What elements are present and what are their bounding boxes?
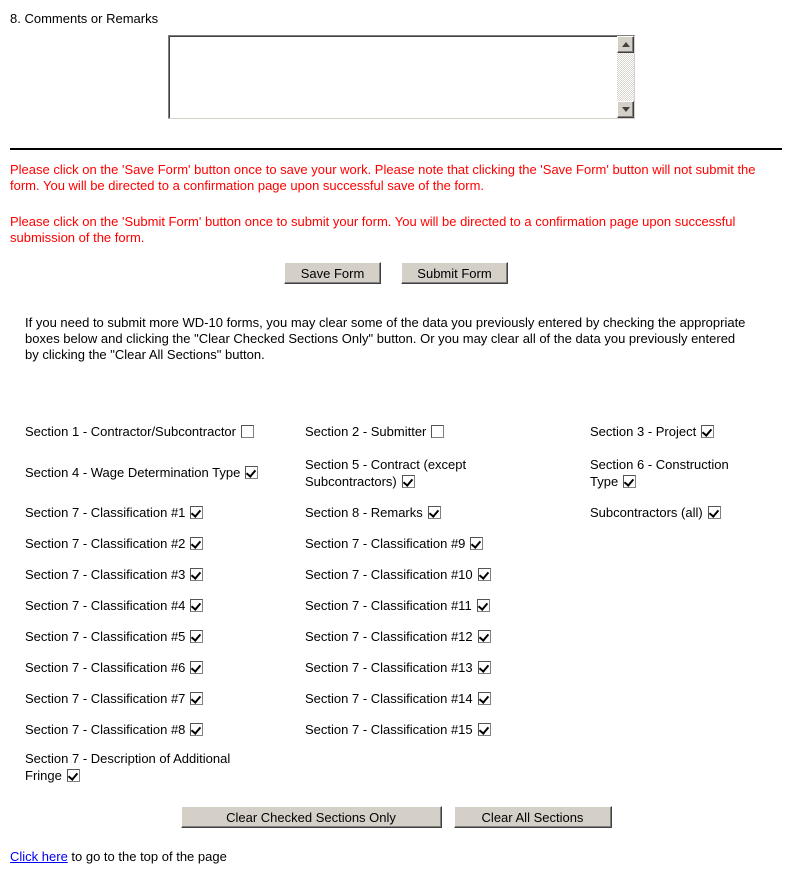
section-label: Section 7 - Classification #12 — [305, 628, 491, 645]
section-label: Section 7 - Classification #9 — [305, 535, 483, 552]
scroll-up-icon — [622, 42, 630, 47]
section-cell — [590, 559, 782, 590]
clear-section-checkbox[interactable] — [190, 661, 203, 674]
section-label: Section 7 - Classification #13 — [305, 659, 491, 676]
section-cell — [590, 683, 782, 714]
section-cell — [25, 714, 305, 745]
section-cell — [305, 415, 590, 448]
scroll-down-button[interactable] — [617, 101, 634, 118]
comments-label: 8. Comments or Remarks — [10, 11, 159, 26]
section-label: Section 4 - Wage Determination Type — [25, 464, 258, 481]
section-label: Section 7 - Classification #7 — [25, 690, 203, 707]
section-cell — [305, 652, 590, 683]
section-cell — [590, 528, 782, 559]
footer-text: to go to the top of the page — [67, 849, 227, 864]
clear-section-checkbox[interactable] — [190, 506, 203, 519]
save-notice-text: Please click on the 'Save Form' button once to save your work. Please note that clicking the 'Save Form' button will not submit the form. You will be directed to a confirmation page upon successful save of the form. — [10, 162, 756, 193]
section-cell — [590, 448, 782, 497]
clear-section-checkbox[interactable] — [477, 599, 490, 612]
section-cell — [305, 714, 590, 745]
section-cell — [25, 652, 305, 683]
clear-section-checkbox[interactable] — [190, 537, 203, 550]
clear-section-checkbox[interactable] — [67, 769, 80, 782]
section-cell — [590, 415, 782, 448]
section-cell — [305, 497, 590, 528]
comments-textarea[interactable] — [168, 35, 635, 119]
clear-section-checkbox[interactable] — [190, 599, 203, 612]
clear-section-checkbox[interactable] — [190, 723, 203, 736]
section-cell — [590, 590, 782, 621]
clear-section-checkbox[interactable] — [431, 425, 444, 438]
section-label: Section 7 - Classification #2 — [25, 535, 203, 552]
clear-section-checkbox[interactable] — [623, 475, 636, 488]
clear-section-checkbox[interactable] — [478, 568, 491, 581]
clear-section-checkbox[interactable] — [470, 537, 483, 550]
section-cell — [590, 714, 782, 745]
scroll-down-icon — [622, 107, 630, 112]
clear-section-checkbox[interactable] — [190, 630, 203, 643]
section-label: Section 6 - Construction Type — [590, 456, 729, 489]
top-of-page-link[interactable]: Click here — [10, 849, 68, 864]
section-label: Section 7 - Description of Additional Fringe — [25, 751, 231, 783]
section-label: Section 2 - Submitter — [305, 423, 444, 440]
section-label: Section 5 - Contract (except Subcontractors) — [305, 456, 467, 489]
section-cell — [305, 559, 590, 590]
clear-section-checkbox[interactable] — [428, 506, 441, 519]
clear-section-checkbox[interactable] — [478, 630, 491, 643]
section-cell — [25, 528, 305, 559]
section-label: Section 7 - Classification #1 — [25, 504, 203, 521]
section-label: Section 7 - Classification #6 — [25, 659, 203, 676]
clear-section-checkbox[interactable] — [190, 692, 203, 705]
section-cell — [25, 590, 305, 621]
section-cell — [305, 745, 590, 789]
clear-section-checkbox[interactable] — [402, 475, 415, 488]
section-cell — [25, 683, 305, 714]
clear-section-checkbox[interactable] — [701, 425, 714, 438]
section-label: Section 1 - Contractor/Subcontractor — [25, 423, 254, 440]
section-label: Section 7 - Classification #11 — [305, 597, 490, 614]
clear-instructions-text: If you need to submit more WD-10 forms, you may clear some of the data you previously entered by checking the appropriate boxes below and clicking the "Clear Checked Sections Only" button. Or you may clear all of the data you previously entered by clicking the "Clear All Sections" button. — [25, 315, 746, 362]
section-cell — [305, 528, 590, 559]
section-label: Section 7 - Classification #4 — [25, 597, 203, 614]
clear-section-checkbox[interactable] — [478, 692, 491, 705]
section-cell — [590, 621, 782, 652]
section-cell — [590, 745, 782, 789]
comments-textarea-input[interactable] — [171, 38, 616, 117]
clear-section-checkbox[interactable] — [190, 568, 203, 581]
clear-section-checkbox[interactable] — [478, 723, 491, 736]
section-label: Section 7 - Classification #14 — [305, 690, 491, 707]
section-label: Section 7 - Classification #8 — [25, 721, 203, 738]
section-label: Subcontractors (all) — [590, 504, 721, 521]
sections-grid — [25, 415, 782, 789]
textarea-scrollbar[interactable] — [617, 36, 634, 118]
section-cell — [25, 415, 305, 448]
section-cell — [305, 448, 590, 497]
submit-form-button[interactable]: Submit Form — [401, 262, 508, 284]
clear-all-sections-button[interactable]: Clear All Sections — [454, 806, 612, 828]
submit-notice-text: Please click on the 'Submit Form' button once to submit your form. You will be directed to a confirmation page upon successful submission of the form. — [10, 214, 736, 245]
section-label: Section 7 - Classification #5 — [25, 628, 203, 645]
clear-section-checkbox[interactable] — [708, 506, 721, 519]
scroll-up-button[interactable] — [617, 36, 634, 53]
scrollbar-track[interactable] — [617, 53, 634, 101]
section-cell — [25, 497, 305, 528]
section-cell — [590, 652, 782, 683]
save-form-button[interactable]: Save Form — [284, 262, 381, 284]
section-label: Section 3 - Project — [590, 423, 714, 440]
clear-section-checkbox[interactable] — [245, 466, 258, 479]
section-label: Section 7 - Classification #3 — [25, 566, 203, 583]
section-cell — [305, 683, 590, 714]
section-label: Section 8 - Remarks — [305, 504, 441, 521]
section-cell — [25, 559, 305, 590]
clear-section-checkbox[interactable] — [478, 661, 491, 674]
section-label: Section 7 - Classification #15 — [305, 721, 491, 738]
section-cell — [25, 448, 305, 497]
clear-checked-sections-button[interactable]: Clear Checked Sections Only — [181, 806, 442, 828]
section-cell — [305, 621, 590, 652]
divider-line — [10, 148, 782, 150]
section-cell — [25, 621, 305, 652]
section-cell — [590, 497, 782, 528]
footer-line — [10, 849, 782, 864]
section-cell — [25, 745, 305, 789]
section-label: Section 7 - Classification #10 — [305, 566, 491, 583]
section-cell — [305, 590, 590, 621]
clear-section-checkbox[interactable] — [241, 425, 254, 438]
